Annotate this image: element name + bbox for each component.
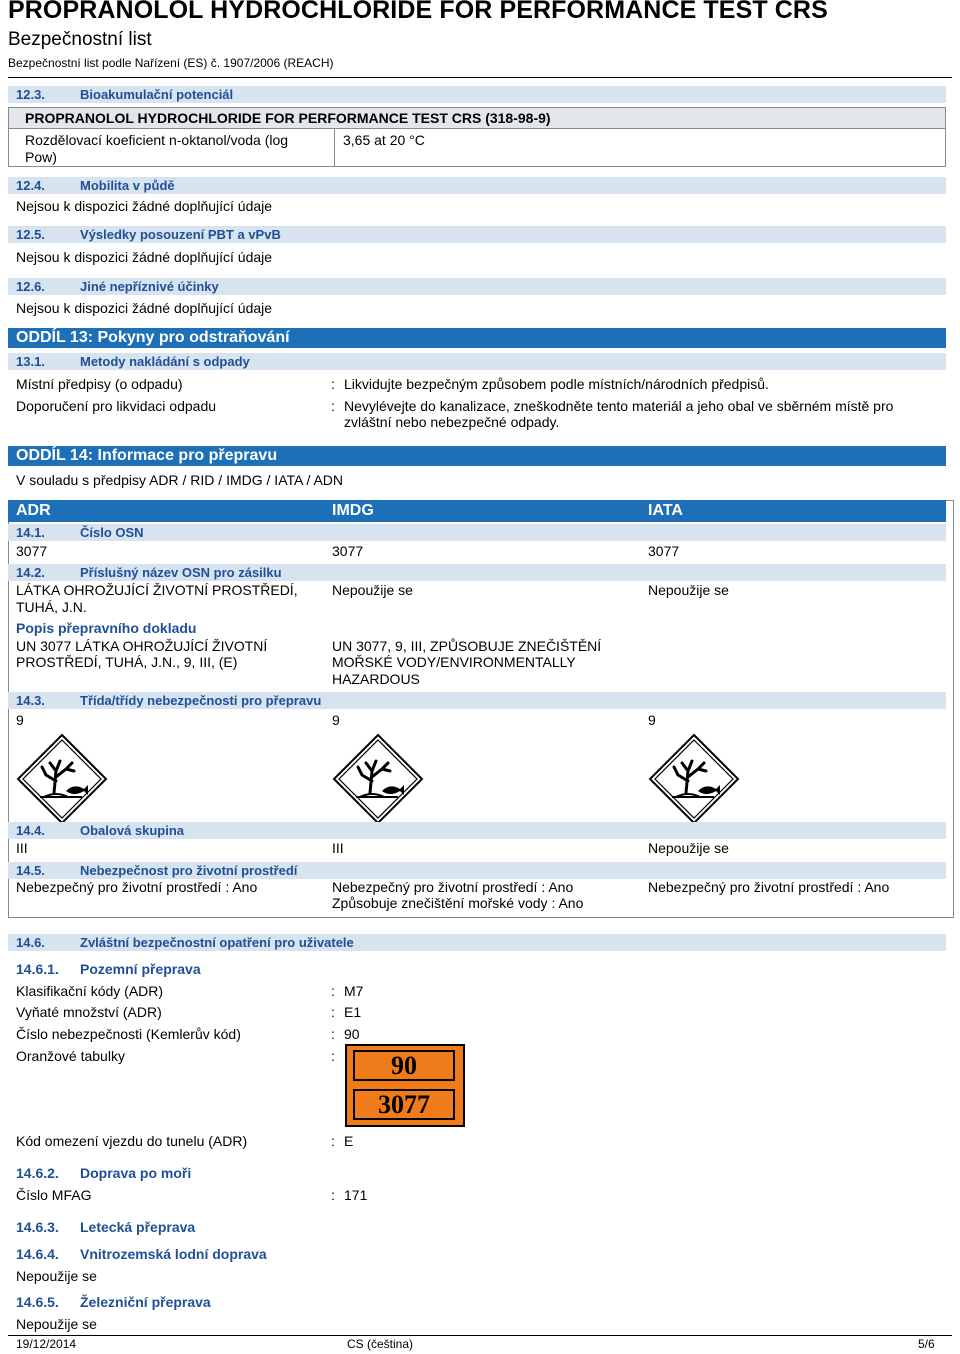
- transport-table: [8, 500, 954, 918]
- orange-plate-un-number: 3077: [353, 1089, 455, 1120]
- disposal-recommendation-label: Doporučení pro likvidaci odpadu: [16, 398, 217, 414]
- subsection-label: Výsledky posouzení PBT a vPvB: [80, 227, 281, 242]
- colon: :: [331, 1133, 335, 1149]
- un-number-imdg: 3077: [332, 543, 364, 559]
- subsection-number: 12.4.: [16, 178, 45, 193]
- section-13-title: ODDÍL 13: Pokyny pro odstraňování: [16, 329, 290, 346]
- inland-waterway-label: Vnitrozemská lodní doprava: [80, 1246, 267, 1262]
- section-14-title: ODDÍL 14: Informace pro přepravu: [16, 447, 278, 464]
- excepted-quantity-value: E1: [344, 1004, 362, 1020]
- transport-document-imdg-line3: HAZARDOUS: [332, 671, 420, 687]
- un-number-iata: 3077: [648, 543, 680, 559]
- subsection-number: 14.5.: [16, 863, 45, 878]
- subsection-label: Nebezpečnost pro životní prostředí: [80, 863, 298, 878]
- column-iata: IATA: [648, 502, 683, 519]
- subsection-14-6-header: [8, 934, 946, 951]
- tunnel-code-label: Kód omezení vjezdu do tunelu (ADR): [16, 1133, 248, 1149]
- rail-transport-label: Železniční přeprava: [80, 1294, 211, 1310]
- subsection-label: Jiné nepříznivé účinky: [80, 279, 219, 294]
- bioaccumulation-box: [8, 107, 946, 167]
- hazard-class-iata: 9: [648, 712, 656, 728]
- substance-name: PROPRANOLOL HYDROCHLORIDE FOR PERFORMANCE TEST CRS (318-98-9): [25, 110, 551, 126]
- other-effects-text: Nejsou k dispozici žádné doplňující údaje: [16, 300, 273, 316]
- environment-hazard-pictogram-icon: [16, 733, 108, 825]
- packing-group-iata: Nepoužije se: [648, 840, 729, 856]
- subsection-number: 14.2.: [16, 565, 45, 580]
- subsection-number: 14.6.: [16, 935, 45, 950]
- subsection-label: Metody nakládání s odpady: [80, 354, 250, 369]
- local-regulations-value: Likvidujte bezpečným způsobem podle místních/národních předpisů.: [344, 376, 769, 392]
- subsection-label: Číslo OSN: [80, 525, 144, 540]
- subsection-14-3-header: [8, 692, 946, 709]
- land-transport-label: Pozemní přeprava: [80, 961, 201, 977]
- colon: :: [331, 1187, 335, 1203]
- subsection-12-5-header: [8, 226, 946, 243]
- disposal-recommendation-line1: Nevylévejte do kanalizace, zneškodněte tento materiál a jeho obal ve sběrném místě pro: [344, 398, 894, 414]
- colon: :: [331, 1004, 335, 1020]
- classification-code-value: M7: [344, 983, 364, 999]
- colon: :: [331, 376, 335, 392]
- rail-transport-number: 14.6.5.: [16, 1294, 59, 1310]
- subsection-12-6-header: [8, 278, 946, 295]
- mfag-value: 171: [344, 1187, 368, 1203]
- env-hazard-imdg-line2: Způsobuje znečištění mořské vody : Ano: [332, 895, 584, 911]
- transport-document-imdg-line2: MOŘSKÉ VODY/ENVIRONMENTALLY: [332, 654, 576, 670]
- box-column-divider: [334, 129, 335, 167]
- env-hazard-adr: Nebezpečný pro životní prostředí : Ano: [16, 879, 258, 895]
- sea-transport-label: Doprava po moři: [80, 1165, 192, 1181]
- mfag-label: Číslo MFAG: [16, 1187, 92, 1203]
- sea-transport-number: 14.6.2.: [16, 1165, 59, 1181]
- subsection-label: Bioakumulační potenciál: [80, 87, 234, 102]
- column-adr: ADR: [16, 502, 51, 519]
- subsection-12-3-header: [8, 86, 946, 103]
- subsection-number: 12.6.: [16, 279, 45, 294]
- section-13-header: [8, 328, 946, 348]
- header-divider: [8, 77, 952, 78]
- footer-date: 19/12/2014: [16, 1337, 77, 1351]
- env-hazard-imdg-line1: Nebezpečný pro životní prostředí : Ano: [332, 879, 574, 895]
- transport-document-adr-line2: PROSTŘEDÍ, TUHÁ, J.N., 9, III, (E): [16, 654, 238, 670]
- hazard-number-value: 90: [344, 1026, 360, 1042]
- local-regulations-label: Místní předpisy (o odpadu): [16, 376, 183, 392]
- column-imdg: IMDG: [332, 502, 374, 519]
- hazard-number-label: Číslo nebezpečnosti (Kemlerův kód): [16, 1026, 241, 1042]
- shipping-name-imdg: Nepoužije se: [332, 582, 413, 598]
- colon: :: [331, 983, 335, 999]
- transport-table-header: [8, 500, 946, 522]
- footer-page-number: 5/6: [918, 1337, 935, 1351]
- param-label-line1: Rozdělovací koeficient n-oktanol/voda (log: [25, 132, 289, 148]
- pbt-text: Nejsou k dispozici žádné doplňující údaje: [16, 249, 273, 265]
- subsection-number: 14.3.: [16, 693, 45, 708]
- tunnel-code-value: E: [344, 1133, 354, 1149]
- document-title: PROPRANOLOL HYDROCHLORIDE FOR PERFORMANCE TEST CRS: [8, 0, 828, 24]
- excepted-quantity-label: Vyňaté množství (ADR): [16, 1004, 162, 1020]
- transport-document-adr-line1: UN 3077 LÁTKA OHROŽUJÍCÍ ŽIVOTNÍ: [16, 638, 268, 654]
- section-14-header: [8, 446, 946, 466]
- inland-waterway-text: Nepoužije se: [16, 1268, 97, 1284]
- hazard-class-imdg: 9: [332, 712, 340, 728]
- air-transport-label: Letecká přeprava: [80, 1219, 196, 1235]
- transport-intro: V souladu s předpisy ADR / RID / IMDG / IATA / ADN: [16, 472, 344, 488]
- regulation-line: Bezpečnostní list podle Nařízení (ES) č. 1907/2006 (REACH): [8, 56, 334, 70]
- footer-divider: [8, 1335, 952, 1336]
- param-label-line2: Pow): [25, 149, 57, 165]
- packing-group-adr: III: [16, 840, 28, 856]
- orange-plate-hazard-number: 90: [353, 1050, 455, 1081]
- colon: :: [331, 1048, 335, 1064]
- rail-transport-text: Nepoužije se: [16, 1316, 97, 1332]
- subsection-12-4-header: [8, 177, 946, 194]
- subsection-number: 14.1.: [16, 525, 45, 540]
- bioaccumulation-box-header: [9, 108, 945, 129]
- subsection-number: 12.5.: [16, 227, 45, 242]
- subsection-number: 14.4.: [16, 823, 45, 838]
- transport-document-imdg-line1: UN 3077, 9, III, ZPŮSOBUJE ZNEČIŠTĚNÍ: [332, 638, 602, 654]
- colon: :: [331, 398, 335, 414]
- environment-hazard-pictogram-icon: [332, 733, 424, 825]
- subsection-14-5-header: [8, 862, 946, 879]
- orange-plates-label: Oranžové tabulky: [16, 1048, 125, 1064]
- subsection-14-1-header: [8, 524, 946, 541]
- shipping-name-iata: Nepoužije se: [648, 582, 729, 598]
- subsection-label: Třída/třídy nebezpečnosti pro přepravu: [80, 693, 322, 708]
- environment-hazard-pictogram-icon: [648, 733, 740, 825]
- document-subtitle: Bezpečnostní list: [8, 29, 152, 50]
- subsection-number: 13.1.: [16, 354, 45, 369]
- subsection-label: Obalová skupina: [80, 823, 185, 838]
- packing-group-imdg: III: [332, 840, 344, 856]
- subsection-14-4-header: [8, 822, 946, 839]
- footer-language: CS (čeština): [347, 1337, 414, 1351]
- air-transport-number: 14.6.3.: [16, 1219, 59, 1235]
- subsection-13-1-header: [8, 353, 946, 370]
- mobility-text: Nejsou k dispozici žádné doplňující údaje: [16, 198, 273, 214]
- env-hazard-iata: Nebezpečný pro životní prostředí : Ano: [648, 879, 890, 895]
- un-number-adr: 3077: [16, 543, 48, 559]
- shipping-name-adr-line2: TUHÁ, J.N.: [16, 599, 87, 615]
- subsection-14-2-header: [8, 564, 946, 581]
- subsection-label: Příslušný název OSN pro zásilku: [80, 565, 282, 580]
- transport-document-label: Popis přepravního dokladu: [16, 620, 197, 636]
- param-value: 3,65 at 20 °C: [343, 132, 425, 148]
- colon: :: [331, 1026, 335, 1042]
- inland-waterway-number: 14.6.4.: [16, 1246, 59, 1262]
- disposal-recommendation-line2: zvláštní nebo nebezpečné odpady.: [344, 414, 560, 430]
- shipping-name-adr-line1: LÁTKA OHROŽUJÍCÍ ŽIVOTNÍ PROSTŘEDÍ,: [16, 582, 298, 598]
- hazard-class-adr: 9: [16, 712, 24, 728]
- subsection-label: Mobilita v půdě: [80, 178, 175, 193]
- land-transport-number: 14.6.1.: [16, 961, 59, 977]
- classification-code-label: Klasifikační kódy (ADR): [16, 983, 164, 999]
- subsection-number: 12.3.: [16, 87, 45, 102]
- subsection-label: Zvláštní bezpečnostní opatření pro uživatele: [80, 935, 354, 950]
- orange-hazard-plate: [345, 1044, 465, 1127]
